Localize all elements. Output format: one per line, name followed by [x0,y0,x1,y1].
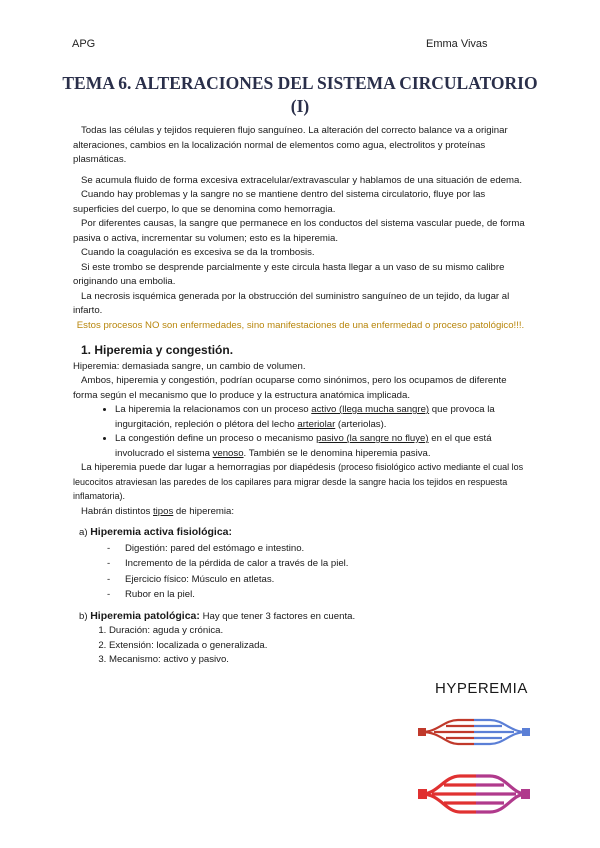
subsection-b-note: Hay que tener 3 factores en cuenta. [202,610,356,622]
intro-paragraph-1: Todas las células y tejidos requieren flujo sanguíneo. La alteración del correcto balance va a originar alteraciones, cambios en la localización normal de elementos como agua, electrolitos y proteínas plasmáticas. [73,125,508,165]
bullet-congestion-pasiva: • La congestión define un proceso o mecanismo pasivo (la sangre no fluye) en el que está involucrado el sistema venoso. También se le denomina hiperemia pasiva. [115,432,528,461]
document-body [73,124,528,668]
normal-capillary-bed-illustration [418,708,530,756]
hemorragias-diapedesis-paragraph: La hiperemia puede dar lugar a hemorragias por diapédesis (proceso fisiológico activo mediante el cual los leucocitos atraviesan las paredes de los capilares para migrar desde la sangre hacia los tejidos en respuesta inflamatoria). [73,462,524,501]
section-heading-hiperemia: 1. Hiperemia y congestión. [81,343,234,357]
list-item: 1. Duración: aguda y crónica. [109,624,528,639]
list-item: - Digestión: pared del estómago e intestino. [125,542,528,557]
list-item: 3. Mecanismo: activo y pasivo. [109,653,528,668]
list-item: 2. Extensión: localizada o generalizada. [109,639,528,654]
bullet-hiperemia-activa: • La hiperemia la relacionamos con un proceso activo (llega mucha sangre) que provoca la ingurgitación, repleción o plétora del lecho arteriolar (arteriolas). [115,403,528,432]
subsection-b [79,609,528,625]
patologica-factors-list [73,624,528,668]
list-item: - Ejercicio físico: Músculo en atletas. [125,573,528,588]
hiperemia-definition: Hiperemia: demasiada sangre, un cambio de volumen. [73,360,306,372]
intro-paragraph-6: Si este trombo se desprende parcialmente y este circula hasta llegar a un vaso de su mismo calibre originando una embolia. [73,261,505,287]
subsection-a [79,525,528,541]
header-author-name: Emma Vivas [426,38,488,50]
header-author-initials: APG [72,38,96,50]
intro-paragraph-3: Cuando hay problemas y la sangre no se mantiene dentro del sistema circulatorio, fluye por las superficies del cuerpo, lo que se denomina como hemorragia. [73,189,486,215]
subsection-a-marker: a) [79,527,88,538]
intro-paragraph-2: Se acumula fluido de forma excesiva extracelular/extravascular y hablamos de una situación de edema. [81,174,523,186]
hiperemia-bullets [73,403,528,461]
list-item: - Rubor en la piel. [125,588,528,603]
figure-title: HYPEREMIA [435,680,528,697]
tipos-paragraph: Habrán distintos tipos de hiperemia: [81,505,235,517]
subsection-a-heading: Hiperemia activa fisiológica: [90,526,233,538]
hiperemia-paragraph: Ambos, hiperemia y congestión, podrían ocuparse como sinónimos, pero los ocupamos de diferente forma según el mecanismo que lo produce y la estructura anatómica implicada. [73,375,507,401]
intro-paragraph-7: La necrosis isquémica generada por la obstrucción del suministro sanguíneo de un tejido, da lugar al infarto. [73,290,510,316]
fisiologica-list [73,542,528,603]
subsection-b-heading: Hiperemia patológica: [90,609,200,622]
list-item: - Incremento de la pérdida de calor a través de la piel. [125,557,528,572]
highlight-note: Estos procesos NO son enfermedades, sino manifestaciones de una enfermedad o proceso patológico!!!. [76,319,525,331]
intro-paragraph-4: Por diferentes causas, la sangre que permanece en los conductos del sistema vascular puede, de forma pasiva o activa, incrementar su volumen; esto es la hiperemia. [73,218,525,244]
subsection-b-marker: b) [79,610,88,622]
intro-paragraph-5: Cuando la coagulación es excesiva se da la trombosis. [81,247,315,258]
document-title: TEMA 6. ALTERACIONES DEL SISTEMA CIRCULATORIO (I) [62,73,538,116]
hyperemic-capillary-bed-illustration [418,768,530,820]
